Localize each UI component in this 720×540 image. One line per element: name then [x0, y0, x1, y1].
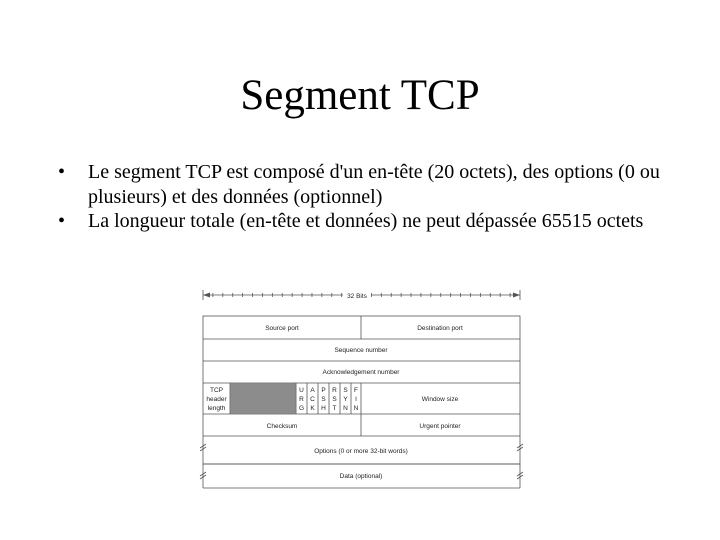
- flag-psh-letter: P: [321, 387, 326, 394]
- slide-title: Segment TCP: [240, 72, 480, 119]
- field-options: Options (0 or more 32-bit words): [314, 448, 408, 455]
- field-data: Data (optional): [339, 473, 383, 480]
- flag-urg-letter: R: [299, 396, 304, 403]
- flag-rst-letter: T: [332, 405, 337, 412]
- bullet-list: [56, 160, 676, 234]
- tcp-header-diagram: [198, 288, 528, 493]
- field-acknowledgement-number: Acknowledgement number: [322, 369, 400, 376]
- flag-psh-letter: S: [321, 396, 326, 403]
- flag-urg-letter: U: [299, 387, 304, 394]
- bullet-marker: •: [58, 161, 66, 183]
- arrow-right-icon: [513, 293, 520, 298]
- flag-fin-letter: F: [354, 387, 358, 394]
- bullet-text: La longueur totale (en-tête et données) ne peut dépassée 65515 octets: [88, 210, 644, 232]
- flag-ack-letter: C: [310, 396, 315, 403]
- flag-urg-letter: G: [298, 405, 305, 412]
- flag-psh-letter: H: [321, 405, 326, 412]
- field-header-length-line: length: [207, 405, 226, 412]
- bullet-marker: •: [58, 210, 66, 232]
- bullet-item: [56, 160, 676, 209]
- flag-syn-letter: Y: [343, 396, 348, 403]
- flag-ack-letter: A: [310, 387, 315, 394]
- flag-syn-letter: N: [343, 405, 348, 412]
- field-window-size: Window size: [421, 396, 459, 403]
- flag-ack-letter: K: [310, 405, 315, 412]
- bullet-text: Le segment TCP est composé d'un en-tête (20 octets), des options (0 ou plusieurs) et des données (optionnel): [88, 161, 660, 208]
- flag-fin-letter: I: [355, 396, 357, 403]
- bullet-item: [56, 209, 676, 234]
- field-header-length-line: TCP: [210, 387, 223, 394]
- reserved-bits-block: [231, 384, 296, 414]
- field-urgent-pointer: Urgent pointer: [419, 423, 461, 430]
- field-header-length-line: header: [206, 396, 227, 403]
- flag-fin-letter: N: [353, 405, 359, 412]
- field-sequence-number: Sequence number: [334, 347, 388, 354]
- flag-syn-letter: S: [343, 387, 348, 394]
- field-checksum: Checksum: [266, 423, 298, 430]
- field-destination-port: Destination port: [417, 325, 463, 332]
- flag-rst-letter: R: [332, 387, 337, 394]
- field-source-port: Source port: [265, 325, 299, 332]
- arrow-left-icon: [203, 293, 210, 298]
- bit-width-label: 32 Bits: [347, 293, 367, 300]
- flag-rst-letter: S: [332, 396, 337, 403]
